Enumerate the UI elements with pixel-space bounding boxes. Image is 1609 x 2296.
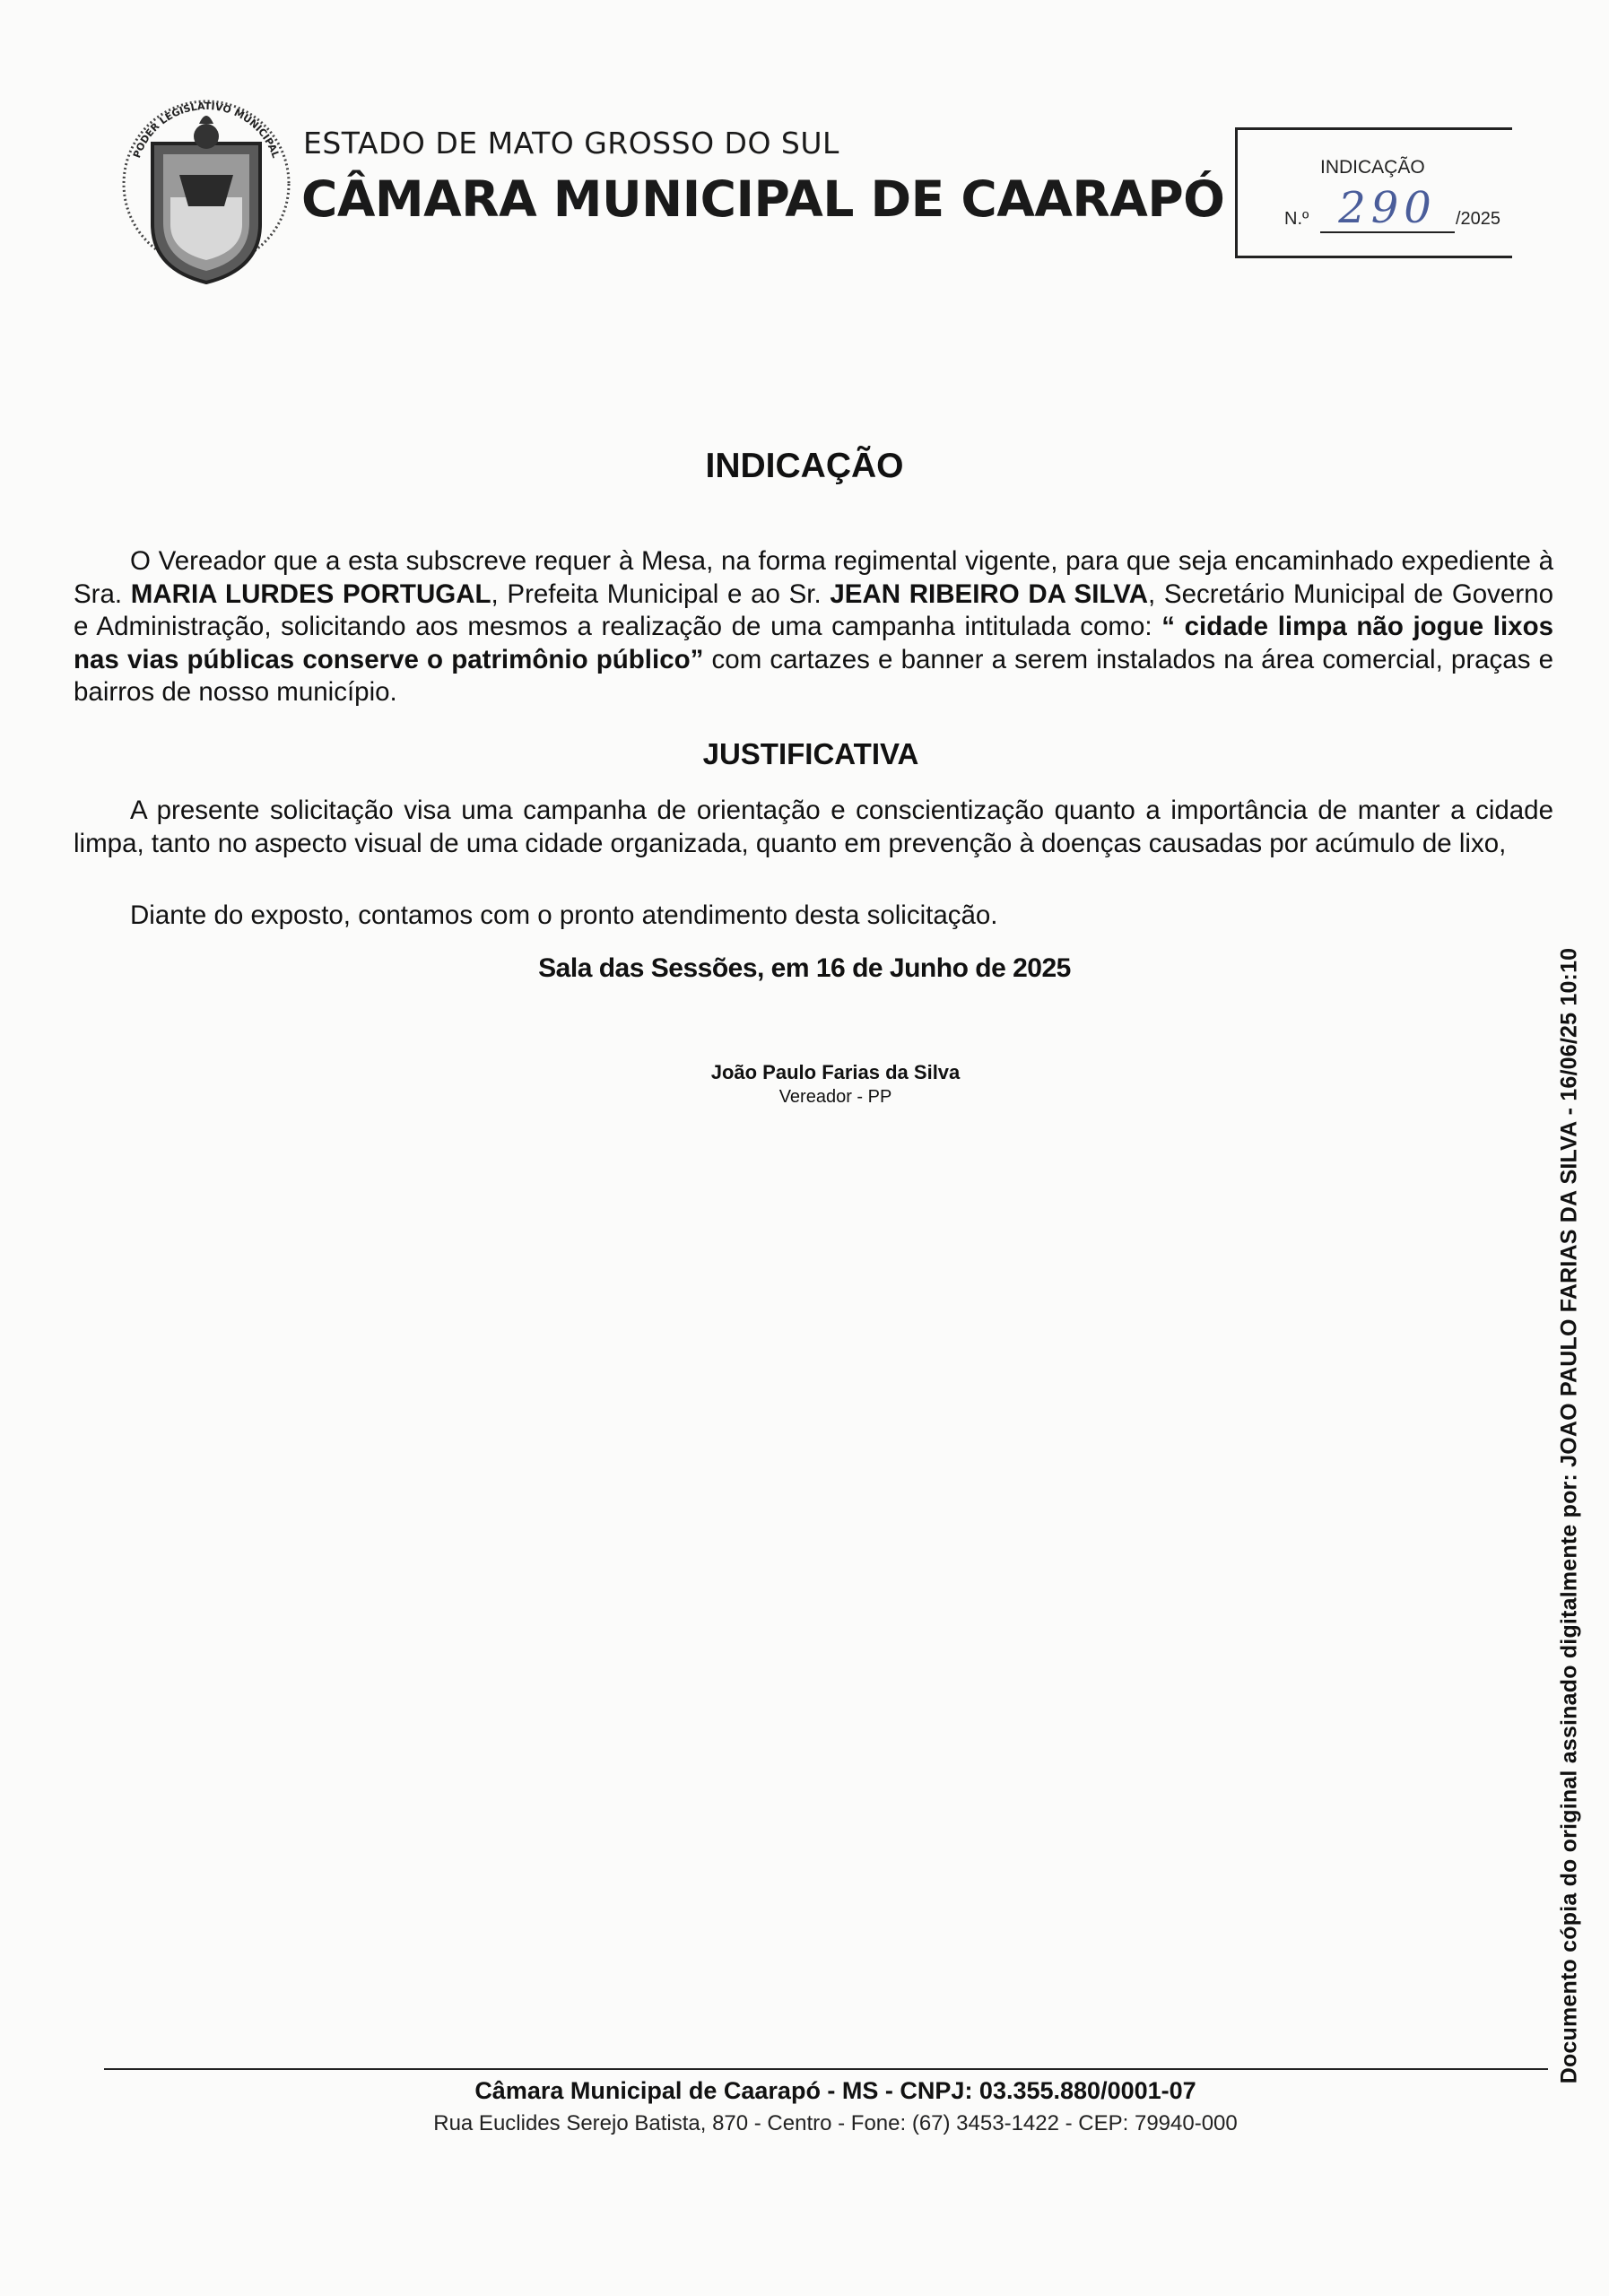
municipal-seal xyxy=(117,90,296,296)
digital-signature-stamp xyxy=(1553,843,1586,2188)
indication-number-handwritten: 290 xyxy=(1320,185,1455,233)
signer-role: Vereador - PP xyxy=(778,1087,892,1107)
indication-number-prefix: N.º xyxy=(1284,209,1309,229)
p1-text-4: com cartazes e banner a serem instalados na área comercial, praças e bairros de nosso município. xyxy=(74,644,1553,707)
document-title: INDICAÇÃO xyxy=(705,447,904,485)
chamber-name: CÂMARA MUNICIPAL DE CAARAPÓ xyxy=(301,170,1225,228)
footer-divider xyxy=(104,2068,1548,2070)
session-date: Sala das Sessões, em 16 de Junho de 2025 xyxy=(538,953,1071,983)
indication-box-label: INDICAÇÃO xyxy=(1320,157,1425,178)
justification-title: JUSTIFICATIVA xyxy=(702,737,919,770)
state-name: ESTADO DE MATO GROSSO DO SUL xyxy=(303,126,839,161)
campaign-title: “ cidade limpa não jogue lixos nas vias públicas conserve o patrimônio público” xyxy=(74,612,1553,674)
closing-paragraph: Diante do exposto, contamos com o pronto atendimento desta solicitação. xyxy=(130,900,998,930)
digital-signature-text: Documento cópia do original assinado digitalmente por: JOAO PAULO FARIAS DA SILVA - 16/06/25 10:10 xyxy=(1556,947,1582,2084)
footer-entity: Câmara Municipal de Caarapó - MS - CNPJ: 03.355.880/0001-07 xyxy=(474,2077,1196,2104)
signer-name: João Paulo Farias da Silva xyxy=(710,1061,961,1083)
indication-year: /2025 xyxy=(1456,209,1501,229)
p1-text-3: , Secretário Municipal de Governo e Administração, solicitando aos mesmos a realização de uma campanha intitulada como: xyxy=(74,578,1553,641)
footer-address: Rua Euclides Serejo Batista, 870 - Centro - Fone: (67) 3453-1422 - CEP: 79940-000 xyxy=(433,2111,1238,2135)
mayor-name: MARIA LURDES PORTUGAL xyxy=(130,578,491,609)
secretary-name: JEAN RIBEIRO DA SILVA xyxy=(830,578,1149,609)
p1-text-1: O Vereador que a esta subscreve requer à Mesa, na forma regimental vigente, para que seja encaminhado expediente à Sra. xyxy=(74,546,1553,609)
svg-text:PODER LEGISLATIVO MUNICIPAL: PODER LEGISLATIVO MUNICIPAL xyxy=(131,100,282,160)
p1-text-2: , Prefeita Municipal e ao Sr. xyxy=(491,578,831,609)
request-paragraph xyxy=(74,545,1553,709)
justification-paragraph: A presente solicitação visa uma campanha de orientação e conscientização quanto a importância de manter a cidade limpa, tanto no aspecto visual de uma cidade organizada, quanto em prevenção à doenças causadas por acúmulo de lixo, xyxy=(74,796,1553,858)
